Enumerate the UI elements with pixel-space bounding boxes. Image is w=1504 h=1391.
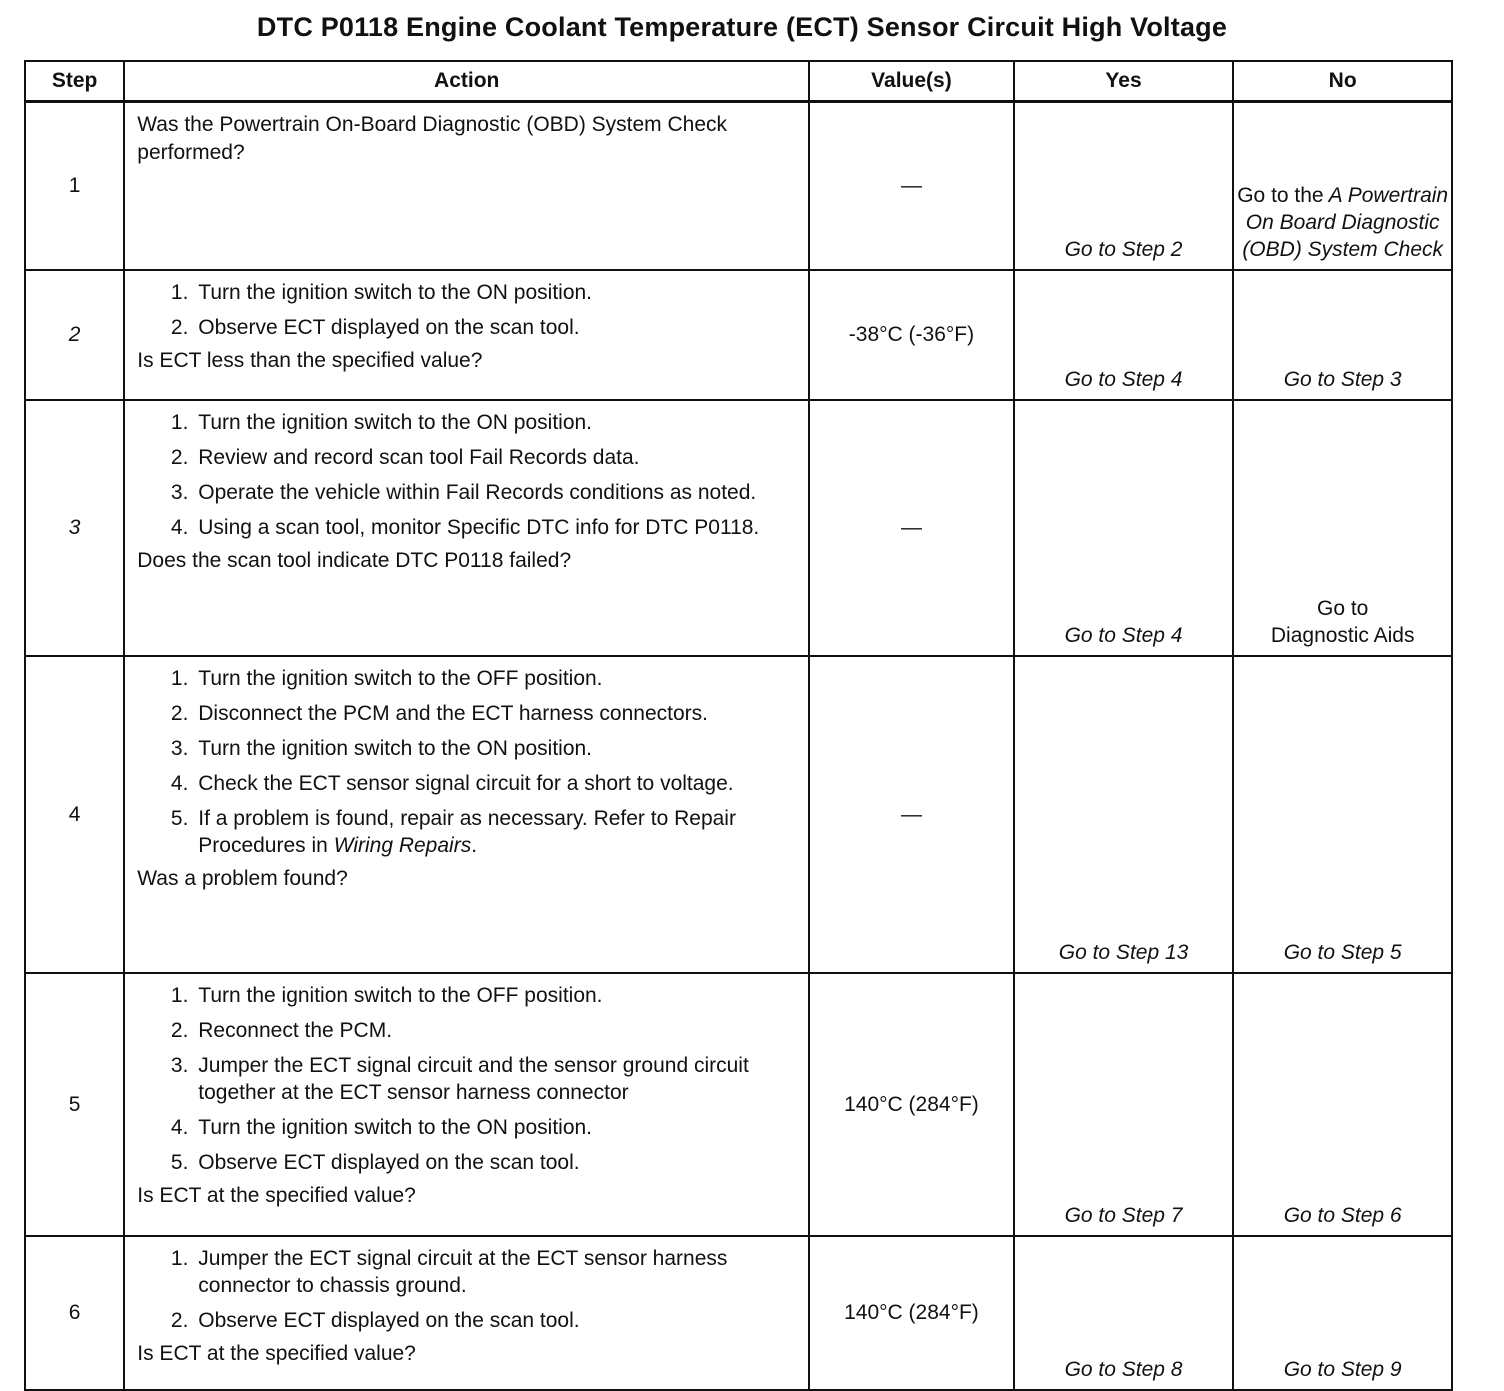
- action-steps: [137, 665, 800, 859]
- value-cell: 140°C (284°F): [809, 1236, 1014, 1390]
- action-cell: [124, 102, 809, 271]
- action-step: 3. Turn the ignition switch to the ON position.: [194, 735, 800, 762]
- action-step: [194, 805, 800, 859]
- action-step: 1. Turn the ignition switch to the ON position.: [194, 409, 800, 436]
- action-cell: [124, 1236, 809, 1390]
- table-row: [25, 973, 1452, 1236]
- action-cell: [124, 400, 809, 656]
- yes-link[interactable]: Go to Step 13: [1058, 941, 1189, 964]
- action-step: 2. Observe ECT displayed on the scan tool.: [194, 1307, 800, 1334]
- action-step: 2. Review and record scan tool Fail Records data.: [194, 444, 800, 471]
- yes-link[interactable]: Go to Step 4: [1064, 368, 1183, 391]
- action-step: 1. Turn the ignition switch to the OFF position.: [194, 982, 800, 1009]
- no-cell: [1233, 270, 1452, 400]
- action-step: 4. Turn the ignition switch to the ON position.: [194, 1114, 800, 1141]
- yes-link[interactable]: Go to Step 8: [1064, 1358, 1183, 1381]
- action-question: Is ECT less than the specified value?: [137, 349, 483, 372]
- no-prefix: Go to: [1316, 597, 1369, 620]
- header-step: Step: [25, 61, 124, 102]
- no-cell: [1233, 1236, 1452, 1390]
- no-link[interactable]: Diagnostic Aids: [1270, 624, 1415, 647]
- yes-link[interactable]: Go to Step 7: [1064, 1204, 1183, 1227]
- action-cell: [124, 973, 809, 1236]
- step-text: If a problem is found, repair as necessary. Refer to Repair Procedures in: [198, 807, 736, 857]
- table-row: [25, 270, 1452, 400]
- step-number: 3: [25, 400, 124, 656]
- action-question: Does the scan tool indicate DTC P0118 failed?: [137, 549, 572, 572]
- action-step: 4. Using a scan tool, monitor Specific DTC info for DTC P0118.: [194, 514, 800, 541]
- action-question: Was the Powertrain On-Board Diagnostic (OBD) System Check performed?: [137, 113, 728, 164]
- table-row: [25, 1236, 1452, 1390]
- no-cell: [1233, 973, 1452, 1236]
- action-step: 4. Check the ECT sensor signal circuit for a short to voltage.: [194, 770, 800, 797]
- action-step: 1. Turn the ignition switch to the ON position.: [194, 279, 800, 306]
- header-row: [25, 61, 1452, 102]
- action-step: 2. Disconnect the PCM and the ECT harness connectors.: [194, 700, 800, 727]
- action-cell: [124, 656, 809, 973]
- action-steps: [137, 409, 800, 541]
- no-link[interactable]: Go to Step 3: [1283, 368, 1402, 391]
- table-row: [25, 400, 1452, 656]
- no-link[interactable]: Go to Step 6: [1283, 1204, 1402, 1227]
- yes-cell: [1014, 102, 1234, 271]
- step-number: 5: [25, 973, 124, 1236]
- step-number: 4: [25, 656, 124, 973]
- header-no: No: [1233, 61, 1452, 102]
- no-link[interactable]: A Powertrain On Board Diagnostic (OBD) System Check: [1242, 184, 1449, 261]
- action-step: 1. Turn the ignition switch to the OFF position.: [194, 665, 800, 692]
- action-steps: [137, 1245, 800, 1334]
- step-number: 6: [25, 1236, 124, 1390]
- step-text-suffix: .: [471, 834, 478, 857]
- value-cell: —: [809, 400, 1014, 656]
- action-question: Was a problem found?: [137, 867, 348, 890]
- no-cell: [1233, 400, 1452, 656]
- action-steps: [137, 279, 800, 341]
- action-step: 5. Observe ECT displayed on the scan tool.: [194, 1149, 800, 1176]
- header-action: Action: [124, 61, 809, 102]
- action-question: Is ECT at the specified value?: [137, 1342, 416, 1365]
- action-step: 2. Reconnect the PCM.: [194, 1017, 800, 1044]
- no-link[interactable]: Go to Step 9: [1283, 1358, 1402, 1381]
- yes-cell: [1014, 400, 1234, 656]
- action-step: 1. Jumper the ECT signal circuit at the ECT sensor harness connector to chassis ground.: [194, 1245, 800, 1299]
- header-values: Value(s): [809, 61, 1014, 102]
- no-prefix: Go to the: [1237, 184, 1324, 207]
- action-step: 2. Observe ECT displayed on the scan tool.: [194, 314, 800, 341]
- yes-cell: [1014, 1236, 1234, 1390]
- yes-link[interactable]: Go to Step 2: [1064, 238, 1183, 261]
- action-step: 3. Operate the vehicle within Fail Records conditions as noted.: [194, 479, 800, 506]
- action-steps: [137, 982, 800, 1176]
- step-number: 1: [25, 102, 124, 271]
- no-link[interactable]: Go to Step 5: [1283, 941, 1402, 964]
- header-yes: Yes: [1014, 61, 1234, 102]
- action-cell: [124, 270, 809, 400]
- value-cell: -38°C (-36°F): [809, 270, 1014, 400]
- yes-cell: [1014, 656, 1234, 973]
- yes-cell: [1014, 270, 1234, 400]
- yes-cell: [1014, 973, 1234, 1236]
- value-cell: 140°C (284°F): [809, 973, 1014, 1236]
- action-question: Is ECT at the specified value?: [137, 1184, 416, 1207]
- page-title: DTC P0118 Engine Coolant Temperature (ECT) Sensor Circuit High Voltage: [256, 12, 1228, 42]
- diagnostic-table: [24, 60, 1453, 1391]
- table-row: [25, 656, 1452, 973]
- table-row: [25, 102, 1452, 271]
- no-cell: [1233, 656, 1452, 973]
- yes-link[interactable]: Go to Step 4: [1064, 624, 1183, 647]
- value-cell: —: [809, 656, 1014, 973]
- action-step: 3. Jumper the ECT signal circuit and the sensor ground circuit together at the ECT sensor harness connector: [194, 1052, 800, 1106]
- value-cell: —: [809, 102, 1014, 271]
- no-cell: [1233, 102, 1452, 271]
- step-number: 2: [25, 270, 124, 400]
- wiring-repairs-link[interactable]: Wiring Repairs: [333, 834, 472, 857]
